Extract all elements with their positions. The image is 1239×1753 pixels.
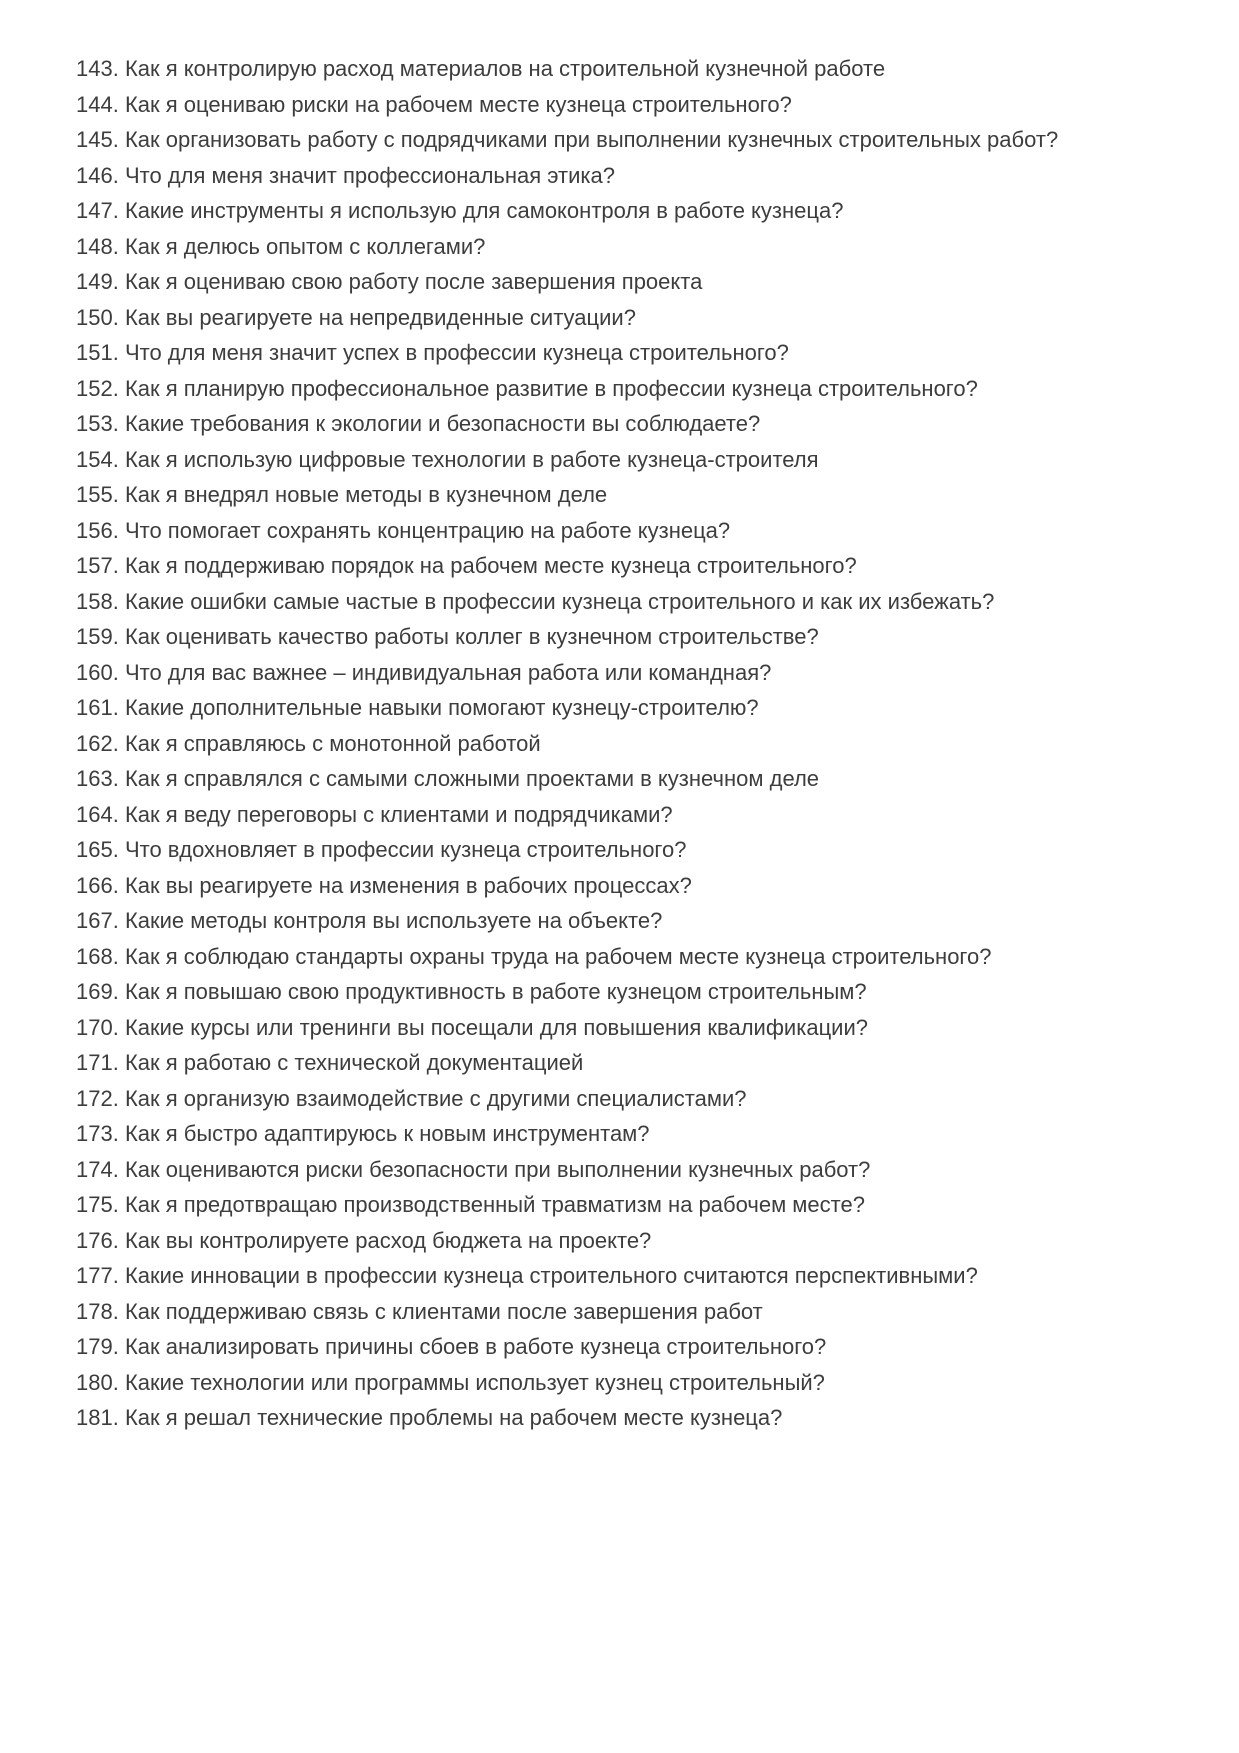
item-text: Как я планирую профессиональное развитие в профессии кузнеца строительного? <box>124 375 978 401</box>
list-item <box>76 584 1188 620</box>
item-text: Как я организую взаимодействие с другими специалистами? <box>124 1085 747 1111</box>
item-number: 146. <box>76 162 119 188</box>
item-text: Как я предотвращаю производственный травматизм на рабочем месте? <box>124 1192 865 1217</box>
item-text: Как вы реагируете на непредвиденные ситуации? <box>124 304 636 330</box>
item-text: Как я делюсь опытом с коллегами? <box>124 233 486 259</box>
list-item <box>76 655 1188 691</box>
item-text: Как я работаю с технической документацией <box>124 1050 584 1075</box>
item-text: Как оцениваются риски безопасности при выполнении кузнечных работ? <box>124 1156 871 1182</box>
item-number: 169. <box>76 979 119 1004</box>
item-number: 165. <box>76 837 119 862</box>
list-item <box>76 193 1188 229</box>
list-item <box>76 122 1188 158</box>
list-item <box>76 974 1188 1010</box>
item-number: 171. <box>76 1050 119 1075</box>
list-item <box>76 406 1188 442</box>
item-number: 148. <box>76 233 119 259</box>
item-number: 152. <box>76 375 119 401</box>
list-item <box>76 1116 1188 1152</box>
list-item <box>76 51 1188 87</box>
list-item <box>76 690 1188 726</box>
list-item <box>76 477 1188 513</box>
item-number: 176. <box>76 1227 119 1253</box>
item-number: 159. <box>76 624 119 649</box>
list-item <box>76 726 1188 762</box>
item-number: 160. <box>76 659 119 685</box>
list-item <box>76 939 1188 975</box>
list-item <box>76 264 1188 300</box>
item-text: Как я веду переговоры с клиентами и подрядчиками? <box>124 801 673 827</box>
item-text: Как я внедрял новые методы в кузнечном деле <box>124 482 608 507</box>
item-text: Какие ошибки самые частые в профессии кузнеца строительного и как их избежать? <box>124 588 995 614</box>
item-number: 156. <box>76 517 119 543</box>
item-text: Что для меня значит профессиональная этика? <box>124 162 615 188</box>
item-number: 170. <box>76 1014 119 1040</box>
item-number: 179. <box>76 1334 119 1359</box>
item-text: Как вы реагируете на изменения в рабочих процессах? <box>124 872 692 898</box>
item-text: Какие курсы или тренинги вы посещали для повышения квалификации? <box>124 1014 868 1040</box>
question-list <box>76 51 1188 1436</box>
item-text: Какие инструменты я использую для самоконтроля в работе кузнеца? <box>124 198 844 223</box>
item-number: 145. <box>76 127 119 152</box>
list-item <box>76 1365 1188 1401</box>
item-text: Как организовать работу с подрядчиками при выполнении кузнечных строительных работ? <box>124 127 1059 152</box>
list-item <box>76 548 1188 584</box>
list-item <box>76 1081 1188 1117</box>
item-number: 143. <box>76 56 119 81</box>
item-text: Как я быстро адаптируюсь к новым инструментам? <box>124 1121 650 1146</box>
item-text: Как я справляюсь с монотонной работой <box>124 730 541 756</box>
list-item <box>76 87 1188 123</box>
list-item <box>76 371 1188 407</box>
list-item <box>76 1223 1188 1259</box>
item-text: Какие требования к экологии и безопасности вы соблюдаете? <box>124 411 761 436</box>
item-text: Как поддерживаю связь с клиентами после завершения работ <box>124 1298 763 1324</box>
list-item <box>76 229 1188 265</box>
item-text: Как оценивать качество работы коллег в кузнечном строительстве? <box>124 624 819 649</box>
list-item <box>76 1258 1188 1294</box>
list-item <box>76 832 1188 868</box>
item-number: 181. <box>76 1405 119 1430</box>
item-text: Что вдохновляет в профессии кузнеца строительного? <box>124 837 687 862</box>
item-text: Как я поддерживаю порядок на рабочем месте кузнеца строительного? <box>124 553 857 578</box>
item-text: Как я справлялся с самыми сложными проектами в кузнечном деле <box>124 766 820 791</box>
item-text: Какие инновации в профессии кузнеца строительного считаются перспективными? <box>124 1263 978 1288</box>
item-number: 147. <box>76 198 119 223</box>
list-item <box>76 442 1188 478</box>
item-number: 154. <box>76 446 119 472</box>
item-text: Что помогает сохранять концентрацию на работе кузнеца? <box>124 517 731 543</box>
list-item <box>76 1329 1188 1365</box>
item-number: 167. <box>76 908 119 933</box>
item-number: 161. <box>76 695 119 720</box>
item-text: Какие дополнительные навыки помогают кузнецу-строителю? <box>124 695 759 720</box>
item-number: 173. <box>76 1121 119 1146</box>
list-item <box>76 619 1188 655</box>
item-number: 177. <box>76 1263 119 1288</box>
item-number: 162. <box>76 730 119 756</box>
item-text: Какие методы контроля вы используете на объекте? <box>124 908 663 933</box>
item-text: Как вы контролируете расход бюджета на проекте? <box>124 1227 652 1253</box>
item-text: Как я повышаю свою продуктивность в работе кузнецом строительным? <box>124 979 867 1004</box>
item-number: 150. <box>76 304 119 330</box>
item-text: Как я решал технические проблемы на рабочем месте кузнеца? <box>124 1405 783 1430</box>
item-text: Как анализировать причины сбоев в работе кузнеца строительного? <box>124 1334 827 1359</box>
list-item <box>76 797 1188 833</box>
list-item <box>76 1152 1188 1188</box>
item-number: 155. <box>76 482 119 507</box>
item-text: Как я оцениваю риски на рабочем месте кузнеца строительного? <box>124 91 792 117</box>
list-item <box>76 158 1188 194</box>
item-text: Как я контролирую расход материалов на строительной кузнечной работе <box>124 56 886 81</box>
item-text: Как я оцениваю свою работу после завершения проекта <box>124 269 703 294</box>
list-item <box>76 1010 1188 1046</box>
list-item <box>76 335 1188 371</box>
item-number: 172. <box>76 1085 119 1111</box>
item-number: 144. <box>76 91 119 117</box>
item-text: Что для меня значит успех в профессии кузнеца строительного? <box>124 340 789 365</box>
item-number: 166. <box>76 872 119 898</box>
item-text: Какие технологии или программы использует кузнец строительный? <box>124 1369 825 1395</box>
item-number: 163. <box>76 766 119 791</box>
item-text: Как я использую цифровые технологии в работе кузнеца-строителя <box>124 446 819 472</box>
item-text: Что для вас важнее – индивидуальная работа или командная? <box>124 659 772 685</box>
item-number: 180. <box>76 1369 119 1395</box>
list-item <box>76 1294 1188 1330</box>
item-number: 153. <box>76 411 119 436</box>
item-text: Как я соблюдаю стандарты охраны труда на рабочем месте кузнеца строительного? <box>124 943 992 969</box>
list-item <box>76 868 1188 904</box>
list-item <box>76 513 1188 549</box>
list-item <box>76 761 1188 797</box>
list-item <box>76 1045 1188 1081</box>
item-number: 178. <box>76 1298 119 1324</box>
list-item <box>76 1187 1188 1223</box>
item-number: 164. <box>76 801 119 827</box>
item-number: 175. <box>76 1192 119 1217</box>
item-number: 149. <box>76 269 119 294</box>
item-number: 168. <box>76 943 119 969</box>
list-item <box>76 300 1188 336</box>
item-number: 174. <box>76 1156 119 1182</box>
list-item <box>76 903 1188 939</box>
list-item <box>76 1400 1188 1436</box>
item-number: 157. <box>76 553 119 578</box>
item-number: 158. <box>76 588 119 614</box>
item-number: 151. <box>76 340 119 365</box>
